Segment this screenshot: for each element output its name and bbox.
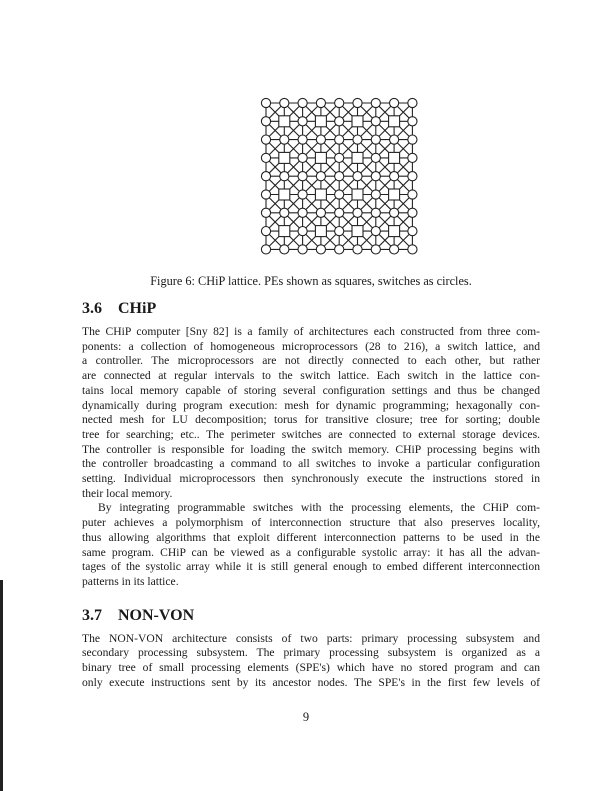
pe-square	[279, 226, 290, 237]
text-line: the controller broadcasting a command to all switches to invoke a particular configuration	[82, 457, 540, 471]
pe-square	[352, 116, 363, 127]
switch-circle	[280, 135, 289, 144]
switch-circle	[371, 153, 380, 162]
switch-circle	[261, 117, 270, 126]
switch-circle	[390, 135, 399, 144]
switch-circle	[335, 117, 344, 126]
switch-circle	[335, 153, 344, 162]
pe-square	[389, 152, 400, 163]
switch-circle	[261, 135, 270, 144]
text-line: nected mesh for LU decomposition; torus for transitive closure; tree for sorting; double	[82, 413, 540, 427]
text-line: tages of the systolic array while it is still general enough to embed different interconnection	[82, 560, 540, 574]
paragraph-chip-2	[82, 501, 540, 589]
switch-circle	[316, 135, 325, 144]
text-line: thus allowing algorithms that exploit different interconnection patterns to be used in the	[82, 530, 540, 544]
switch-circle	[335, 98, 344, 107]
text-line: The NON-VON architecture consists of two parts: primary processing subsystem and	[82, 631, 540, 645]
pe-square	[315, 116, 326, 127]
switch-circle	[316, 98, 325, 107]
switch-circle	[316, 208, 325, 217]
text-line: tains local memory capable of storing several configuration settings and thus be changed	[82, 383, 540, 397]
switch-circle	[261, 98, 270, 107]
switch-circle	[371, 227, 380, 236]
text-line: secondary processing subsystem. The primary processing subsystem is organized as a	[82, 646, 540, 660]
switch-circle	[316, 245, 325, 254]
switch-circle	[298, 190, 307, 199]
chip-lattice-figure	[250, 90, 430, 265]
switch-circle	[298, 208, 307, 217]
switch-circle	[353, 245, 362, 254]
switch-circle	[261, 227, 270, 236]
switch-circle	[298, 117, 307, 126]
pe-square	[389, 116, 400, 127]
switch-circle	[353, 208, 362, 217]
switch-circle	[280, 98, 289, 107]
text-line: same program. CHiP can be viewed as a configurable systolic array: it has all the advan-	[82, 545, 540, 559]
page-number: 9	[302, 710, 310, 725]
pe-square	[315, 189, 326, 200]
switch-circle	[298, 98, 307, 107]
switch-circle	[298, 172, 307, 181]
pe-square	[389, 189, 400, 200]
switch-circle	[261, 245, 270, 254]
page-body	[82, 274, 540, 725]
switch-circle	[408, 135, 417, 144]
switch-circle	[408, 208, 417, 217]
switch-circle	[390, 172, 399, 181]
switch-circle	[335, 190, 344, 199]
figure-caption: Figure 6: CHiP lattice. PEs shown as squares, switches as circles.	[150, 274, 472, 288]
pe-square	[279, 189, 290, 200]
switch-circle	[261, 190, 270, 199]
switch-circle	[390, 98, 399, 107]
switch-circle	[371, 245, 380, 254]
text-line: a controller. The microprocessors are not directly connected to each other, but rather	[82, 354, 540, 368]
switch-circle	[261, 172, 270, 181]
text-line: patterns in its lattice.	[82, 574, 179, 588]
section-heading-nonvon	[82, 606, 540, 626]
switch-circle	[408, 172, 417, 181]
section-title: NON-VON	[118, 606, 195, 624]
switch-circle	[408, 153, 417, 162]
switch-circle	[335, 227, 344, 236]
pe-square	[352, 189, 363, 200]
text-line: setting. Individual microprocessors then synchronously execute the instructions stored in	[82, 472, 540, 486]
text-line: tree for searching; etc.. The perimeter switches are connected to external storage devices.	[82, 427, 540, 441]
switch-circle	[408, 227, 417, 236]
switch-circle	[335, 172, 344, 181]
switch-circle	[390, 245, 399, 254]
switch-circle	[371, 117, 380, 126]
switch-circle	[261, 208, 270, 217]
switch-circle	[298, 153, 307, 162]
text-line: are connected at regular intervals to the switch lattice. Each switch in the lattice con-	[82, 369, 540, 383]
scan-edge-mark	[0, 580, 3, 791]
text-line: The controller is responsible for loading the switch memory. CHiP processing begins with	[82, 442, 540, 456]
switch-circle	[298, 245, 307, 254]
text-line: their local memory.	[82, 486, 173, 500]
switch-circle	[261, 153, 270, 162]
switch-circle	[353, 98, 362, 107]
switch-circle	[280, 172, 289, 181]
switch-circle	[280, 245, 289, 254]
paragraph-nonvon-1	[82, 632, 540, 691]
text-line: puter achieves a polymorphism of interconnection structure that also preserves locality,	[82, 516, 540, 530]
text-line: ponents: a collection of homogeneous microprocessors (28 to 216), a switch lattice, and	[82, 339, 540, 353]
switch-circle	[298, 135, 307, 144]
switch-circle	[408, 245, 417, 254]
section-heading-chip	[82, 299, 540, 319]
section-number: 3.6	[82, 300, 102, 317]
section-number: 3.7	[82, 606, 102, 624]
switch-circle	[316, 172, 325, 181]
pe-square	[279, 116, 290, 127]
switch-circle	[335, 208, 344, 217]
pe-square	[279, 152, 290, 163]
section-title: CHiP	[118, 300, 157, 317]
switch-circle	[408, 117, 417, 126]
switch-circle	[280, 208, 289, 217]
pe-square	[315, 226, 326, 237]
switch-circle	[335, 135, 344, 144]
switch-circle	[390, 208, 399, 217]
switch-circle	[408, 98, 417, 107]
switch-circle	[353, 172, 362, 181]
text-line: binary tree of small processing elements (SPE's) which have no stored program and can	[82, 661, 540, 675]
switch-circle	[353, 135, 362, 144]
switch-circle	[371, 190, 380, 199]
switch-circle	[335, 245, 344, 254]
text-line: dynamically during program execution: mesh for dynamic programming; hexagonally con-	[82, 398, 540, 412]
pe-square	[352, 226, 363, 237]
switch-circle	[371, 135, 380, 144]
switch-circle	[408, 190, 417, 199]
text-line: By integrating programmable switches with the processing elements, the CHiP com-	[98, 501, 540, 515]
switch-circle	[371, 98, 380, 107]
text-line: The CHiP computer [Sny 82] is a family of architectures each constructed from three com-	[82, 325, 540, 338]
paragraph-chip-1	[82, 325, 540, 501]
pe-square	[315, 152, 326, 163]
switch-circle	[298, 227, 307, 236]
switch-circle	[371, 208, 380, 217]
pe-square	[389, 226, 400, 237]
pe-square	[352, 152, 363, 163]
switch-circle	[371, 172, 380, 181]
text-line: only execute instructions sent by its ancestor nodes. The SPE's in the first few levels of	[82, 675, 540, 689]
